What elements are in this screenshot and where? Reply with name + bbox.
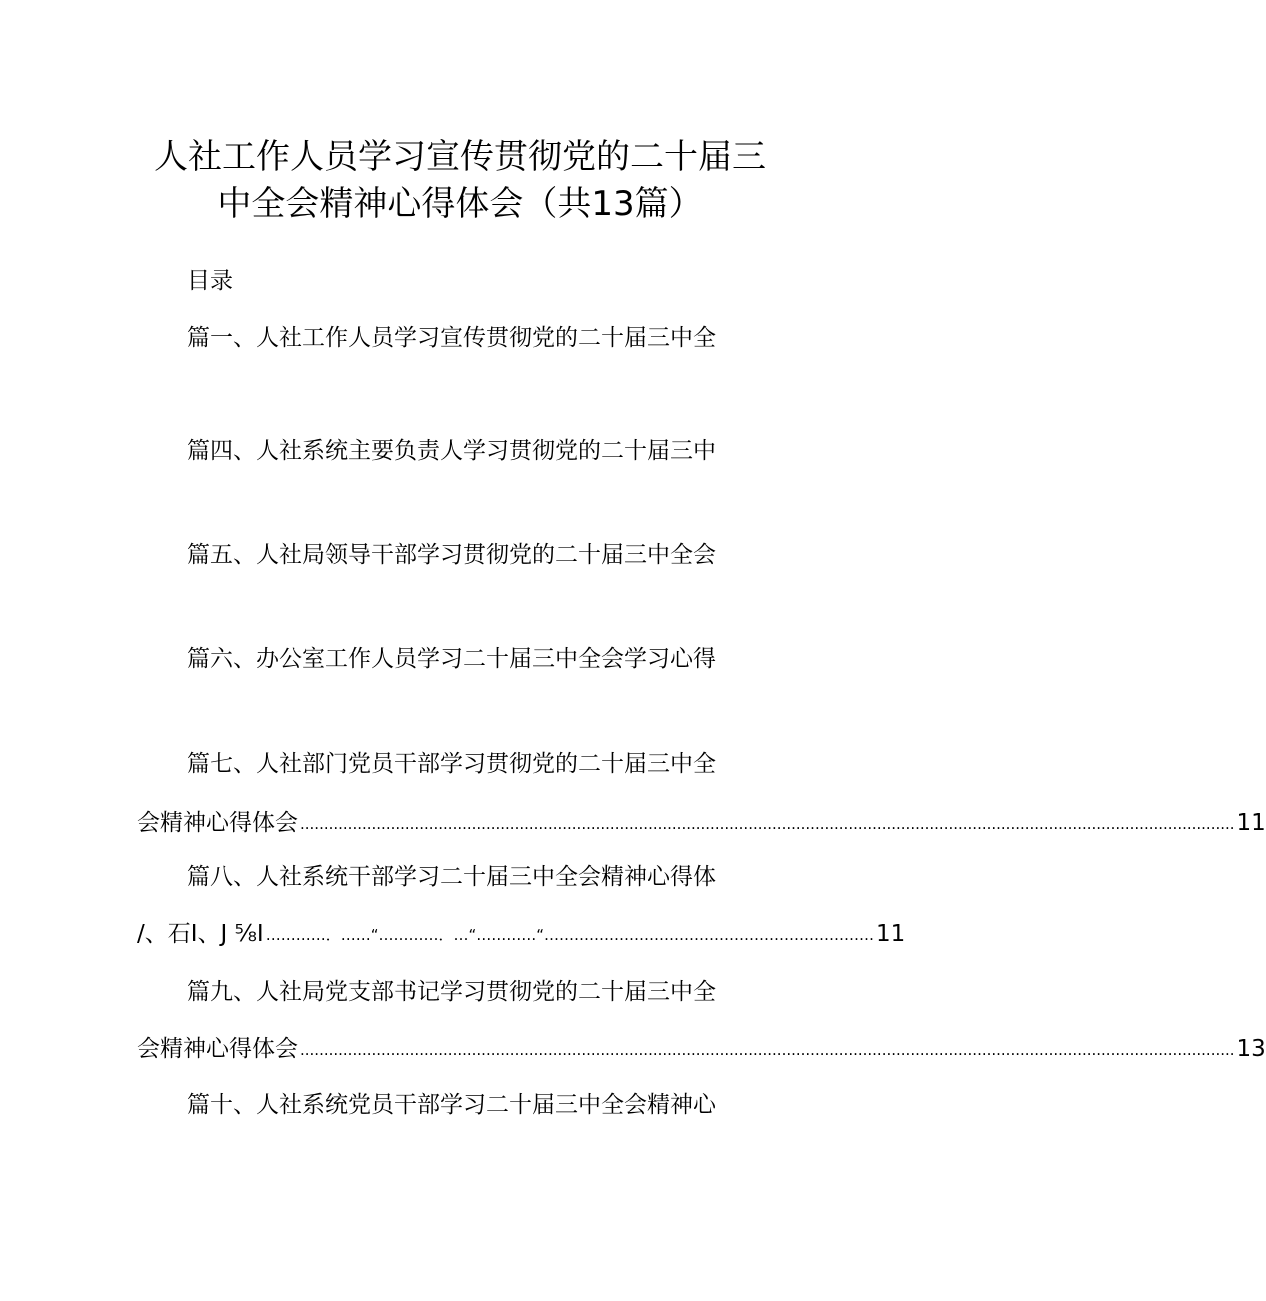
- dot-leader: ....................................................................................................................................................................................................: [300, 815, 1235, 833]
- document-title-line-1: 人社工作人员学习宣传贯彻党的二十届三: [154, 137, 766, 177]
- toc-entry-10[interactable]: 篇十、人社系统党员干部学习二十届三中全会精神心: [187, 1092, 716, 1118]
- toc-heading: 目录: [187, 268, 233, 294]
- toc-entry-8[interactable]: 篇八、人社系统干部学习二十届三中全会精神心得体: [187, 864, 716, 890]
- toc-entry-5[interactable]: 篇五、人社局领导干部学习贯彻党的二十届三中全会: [187, 542, 716, 568]
- toc-entry-9-continuation[interactable]: [137, 1034, 1266, 1066]
- document-title-line-2: 中全会精神心得体会（共13篇）: [217, 184, 703, 224]
- toc-entry-6[interactable]: 篇六、办公室工作人员学习二十届三中全会学习心得: [187, 646, 716, 672]
- toc-entry-4[interactable]: 篇四、人社系统主要负责人学习贯彻党的二十届三中: [187, 438, 716, 464]
- dot-leader: …………．……“…………．…“…………“…………………………………………………………: [265, 926, 875, 944]
- toc-entry-7-page-number: 11: [1236, 810, 1266, 836]
- toc-entry-9-continuation-text: 会精神心得体会: [137, 1036, 298, 1062]
- toc-entry-8-continuation-text: /、石I、J ⅝I: [137, 921, 264, 947]
- toc-entry-7-continuation[interactable]: [137, 808, 1266, 840]
- toc-entry-9[interactable]: 篇九、人社局党支部书记学习贯彻党的二十届三中全: [187, 979, 716, 1005]
- dot-leader: ....................................................................................................................................................................................................: [300, 1041, 1235, 1059]
- toc-entry-7[interactable]: 篇七、人社部门党员干部学习贯彻党的二十届三中全: [187, 751, 716, 777]
- toc-entry-9-page-number: 13: [1236, 1036, 1266, 1062]
- toc-entry-8-page-number: 11: [876, 921, 906, 947]
- toc-entry-7-continuation-text: 会精神心得体会: [137, 810, 298, 836]
- toc-entry-1[interactable]: 篇一、人社工作人员学习宣传贯彻党的二十届三中全: [187, 325, 716, 351]
- toc-entry-8-continuation[interactable]: [137, 919, 906, 951]
